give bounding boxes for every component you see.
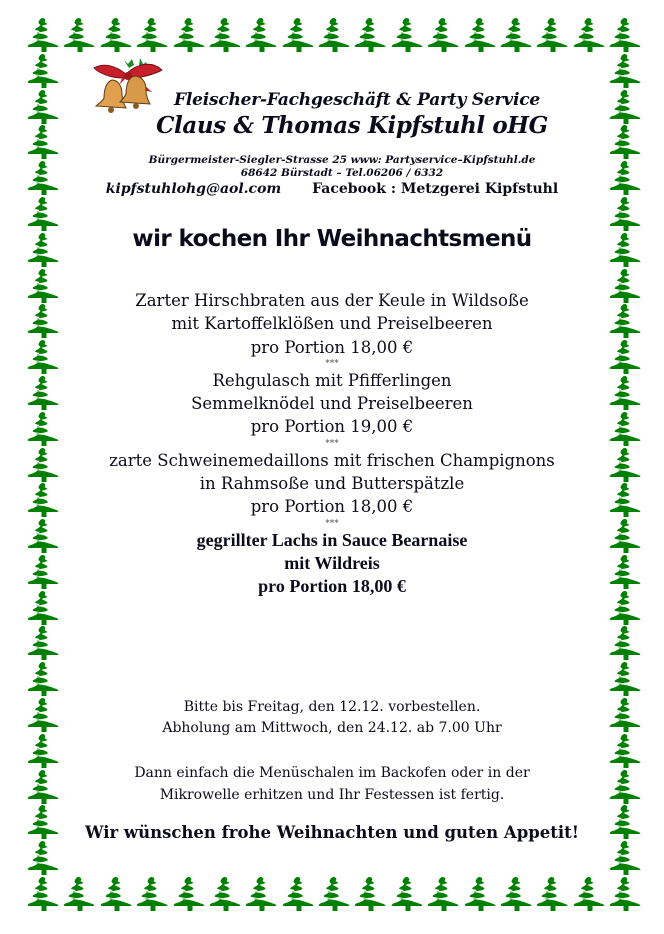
- christmas-tree-icon: [98, 876, 135, 912]
- christmas-tree-icon: [25, 53, 62, 89]
- slogan-text: wir kochen Ihr Weihnachtsmenü: [132, 226, 532, 252]
- christmas-tree-icon: [25, 661, 62, 697]
- christmas-tree-icon: [207, 876, 244, 912]
- christmas-tree-icon: [462, 17, 499, 53]
- christmas-tree-icon: [134, 17, 171, 53]
- christmas-tree-icon: [425, 876, 462, 912]
- contact-line: [0, 181, 664, 197]
- christmas-tree-icon: [607, 625, 644, 661]
- christmas-tree-icon: [25, 625, 62, 661]
- christmas-tree-icon: [607, 876, 644, 912]
- menu-list: [0, 289, 664, 599]
- menu-separator: ***: [325, 518, 339, 529]
- shop-tagline: Fleischer-Fachgeschäft & Party Service: [173, 90, 541, 110]
- pickup-time: Abholung am Mittwoch, den 24.12. ab 7.00 Uhr: [162, 720, 502, 736]
- menu-item-line2: Semmelknödel und Preiselbeeren: [191, 394, 473, 414]
- menu-item-line1: zarte Schweinemedaillons mit frischen Champignons: [109, 450, 555, 470]
- christmas-tree-icon: [389, 876, 426, 912]
- christmas-tree-icon: [352, 17, 389, 53]
- christmas-tree-icon: [607, 17, 644, 53]
- menu-item-price: pro Portion 18,00 €: [258, 576, 406, 597]
- address-block: [0, 154, 664, 180]
- menu-item-line1: gegrillter Lachs in Sauce Bearnaise: [196, 529, 468, 550]
- christmas-tree-icon: [61, 876, 98, 912]
- menu-separator: ***: [325, 438, 339, 449]
- christmas-tree-icon: [352, 876, 389, 912]
- christmas-tree-icon: [498, 17, 535, 53]
- heating-instructions: [0, 762, 664, 806]
- menu-item: [0, 449, 664, 529]
- christmas-tree-icon: [25, 876, 62, 912]
- christmas-tree-icon: [534, 17, 571, 53]
- menu-item-line1: Zarter Hirschbraten aus der Keule in Wildsoße: [135, 291, 529, 310]
- christmas-tree-icon: [134, 876, 171, 912]
- facebook-label: Facebook : Metzgerei Kipfstuhl: [312, 181, 559, 197]
- email-link[interactable]: kipfstuhlohg@aol.com: [105, 181, 282, 197]
- christmas-tree-icon: [498, 876, 535, 912]
- menu-item-line2: in Rahmsoße und Butterspätzle: [199, 474, 465, 494]
- menu-item-price: pro Portion 18,00 €: [250, 497, 414, 517]
- menu-item-line1: Rehgulasch mit Pfifferlingen: [212, 370, 452, 390]
- christmas-tree-icon: [571, 17, 608, 53]
- christmas-tree-icon: [462, 876, 499, 912]
- order-deadline: Bitte bis Freitag, den 12.12. vorbestellen.: [183, 699, 481, 715]
- closing-greeting: Wir wünschen frohe Weihnachten und guten Appetit!: [84, 823, 580, 842]
- address-street-web: Bürgermeister-Siegler-Strasse 25 www: Partyservice–Kipfstuhl.de: [148, 154, 536, 166]
- christmas-tree-icon: [316, 17, 353, 53]
- christmas-tree-icon: [61, 17, 98, 53]
- company-name: Claus & Thomas Kipfstuhl oHG: [156, 112, 548, 139]
- menu-item-price: pro Portion 19,00 €: [250, 417, 414, 437]
- christmas-tree-icon: [280, 17, 317, 53]
- christmas-tree-icon: [207, 17, 244, 53]
- christmas-tree-icon: [25, 840, 62, 876]
- christmas-tree-icon: [98, 17, 135, 53]
- menu-item-price: pro Portion 18,00 €: [250, 337, 414, 357]
- address-city-phone: 68642 Bürstadt – Tel.06206 / 6332: [240, 167, 444, 179]
- heating-line-2: Mikrowelle erhitzen und Ihr Festessen ist fertig.: [159, 787, 505, 803]
- christmas-tree-icon: [389, 17, 426, 53]
- christmas-tree-icon: [171, 876, 208, 912]
- christmas-tree-icon: [25, 17, 62, 53]
- order-info: [0, 697, 664, 739]
- christmas-tree-icon: [607, 53, 644, 89]
- christmas-tree-icon: [425, 17, 462, 53]
- menu-separator: ***: [325, 358, 339, 369]
- christmas-tree-icon: [171, 17, 208, 53]
- menu-item: [0, 529, 664, 599]
- christmas-tree-icon: [243, 876, 280, 912]
- christmas-tree-icon: [607, 840, 644, 876]
- menu-item-line2: mit Kartoffelklößen und Preiselbeeren: [171, 314, 493, 334]
- christmas-tree-icon: [243, 17, 280, 53]
- christmas-tree-icon: [534, 876, 571, 912]
- menu-item-line2: mit Wildreis: [284, 552, 380, 573]
- christmas-tree-icon: [571, 876, 608, 912]
- heating-line-1: Dann einfach die Menüschalen im Backofen oder in der: [134, 765, 530, 781]
- christmas-tree-icon: [316, 876, 353, 912]
- menu-item: [0, 289, 664, 369]
- christmas-tree-icon: [607, 661, 644, 697]
- slogan-heading: [0, 226, 664, 252]
- christmas-tree-icon: [280, 876, 317, 912]
- menu-item: [0, 369, 664, 449]
